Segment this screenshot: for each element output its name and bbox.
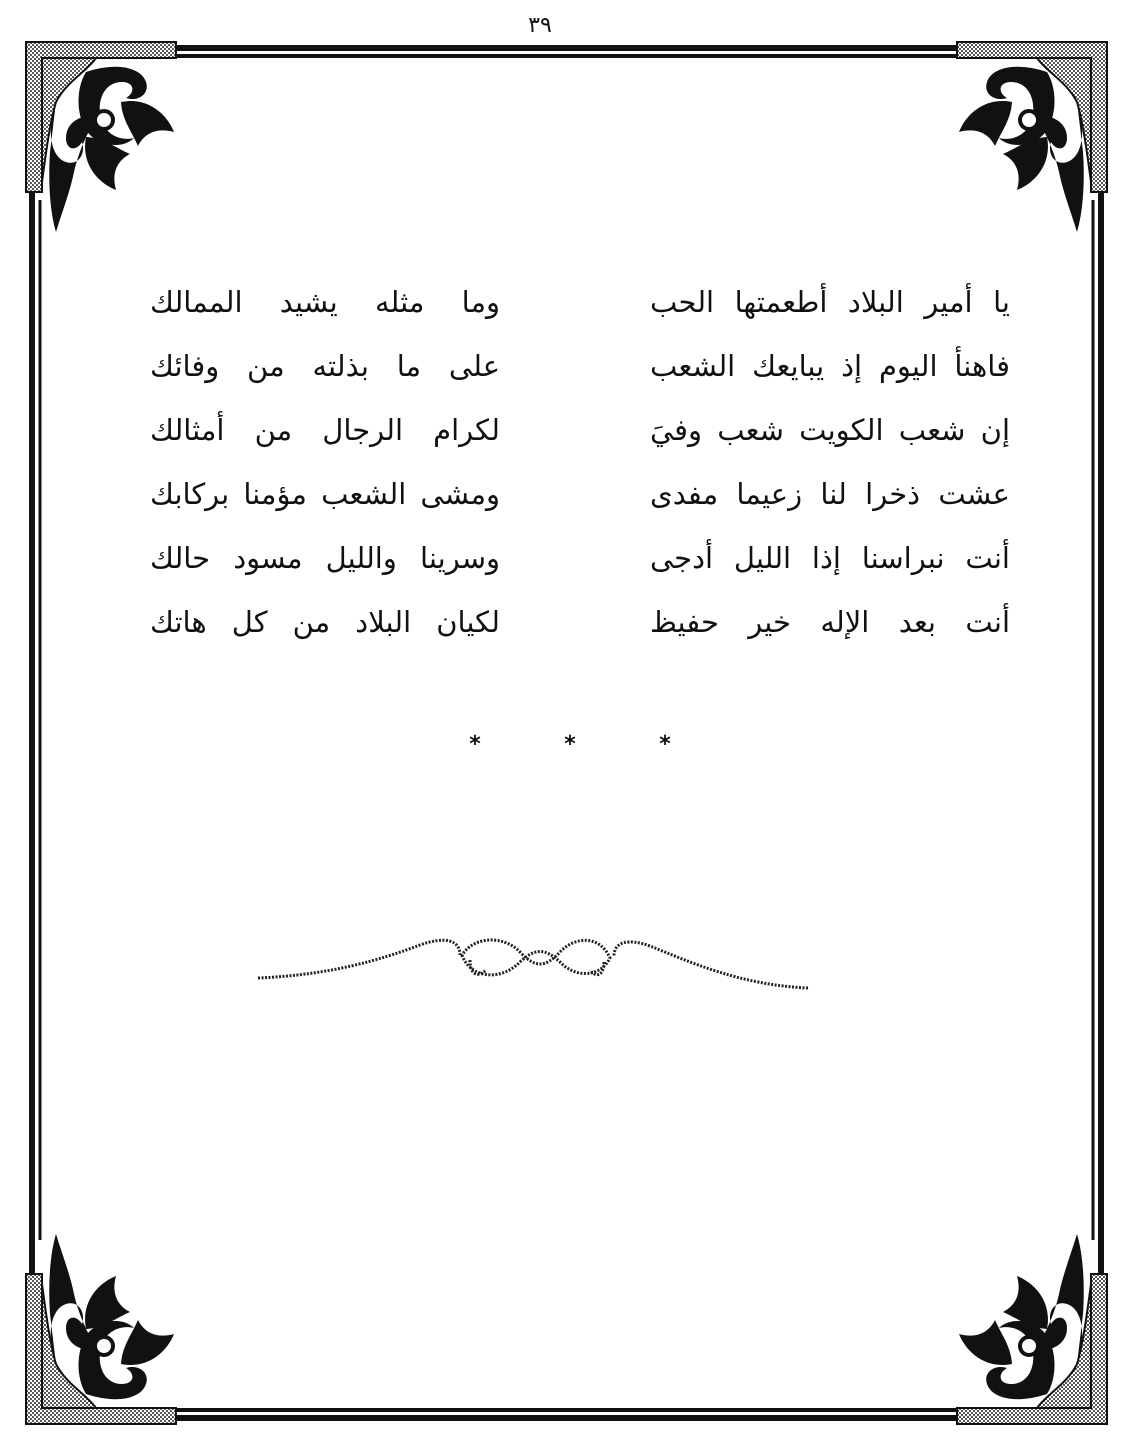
verse-second-hemistich: لكيان البلاد من كل هاتك (150, 605, 500, 639)
verse (150, 282, 1010, 346)
verse-first-hemistich: فاهنأ اليوم إذ يبايعك الشعب (650, 349, 1010, 383)
verse-second-hemistich: لكرام الرجال من أمثالك (150, 413, 500, 447)
page-number: ٣٩ (528, 13, 552, 38)
verse (150, 474, 1010, 538)
verse-second-hemistich: وسرينا والليل مسود حالك (150, 541, 500, 575)
corner-bottom-left (26, 1234, 176, 1424)
verse-first-hemistich: إن شعب الكويت شعب وفيَ (650, 413, 1010, 447)
corner-top-right (957, 42, 1107, 232)
verse-second-hemistich: على ما بذلته من وفائك (150, 349, 500, 383)
verse (150, 410, 1010, 474)
corner-bottom-right (957, 1234, 1107, 1424)
verse-second-hemistich: ومشى الشعب مؤمنا بركابك (150, 477, 500, 511)
poem (150, 282, 1010, 666)
verse-first-hemistich: أنت نبراسنا إذا الليل أدجى (650, 541, 1010, 575)
corner-top-left (26, 42, 176, 232)
separator-star: * (469, 732, 481, 757)
verse-first-hemistich: عشت ذخرا لنا زعيما مفدى (650, 477, 1010, 511)
verse-second-hemistich: وما مثله يشيد الممالك (150, 285, 500, 319)
section-separator (440, 730, 700, 760)
verse (150, 538, 1010, 602)
verse (150, 602, 1010, 666)
verse-first-hemistich: أنت بعد الإله خير حفيظ (650, 605, 1010, 639)
separator-star: * (564, 732, 576, 757)
verse (150, 346, 1010, 410)
separator-star: * (659, 732, 671, 757)
infinity-scroll-divider (258, 940, 808, 988)
verse-first-hemistich: يا أمير البلاد أطعمتها الحب (650, 285, 1010, 319)
